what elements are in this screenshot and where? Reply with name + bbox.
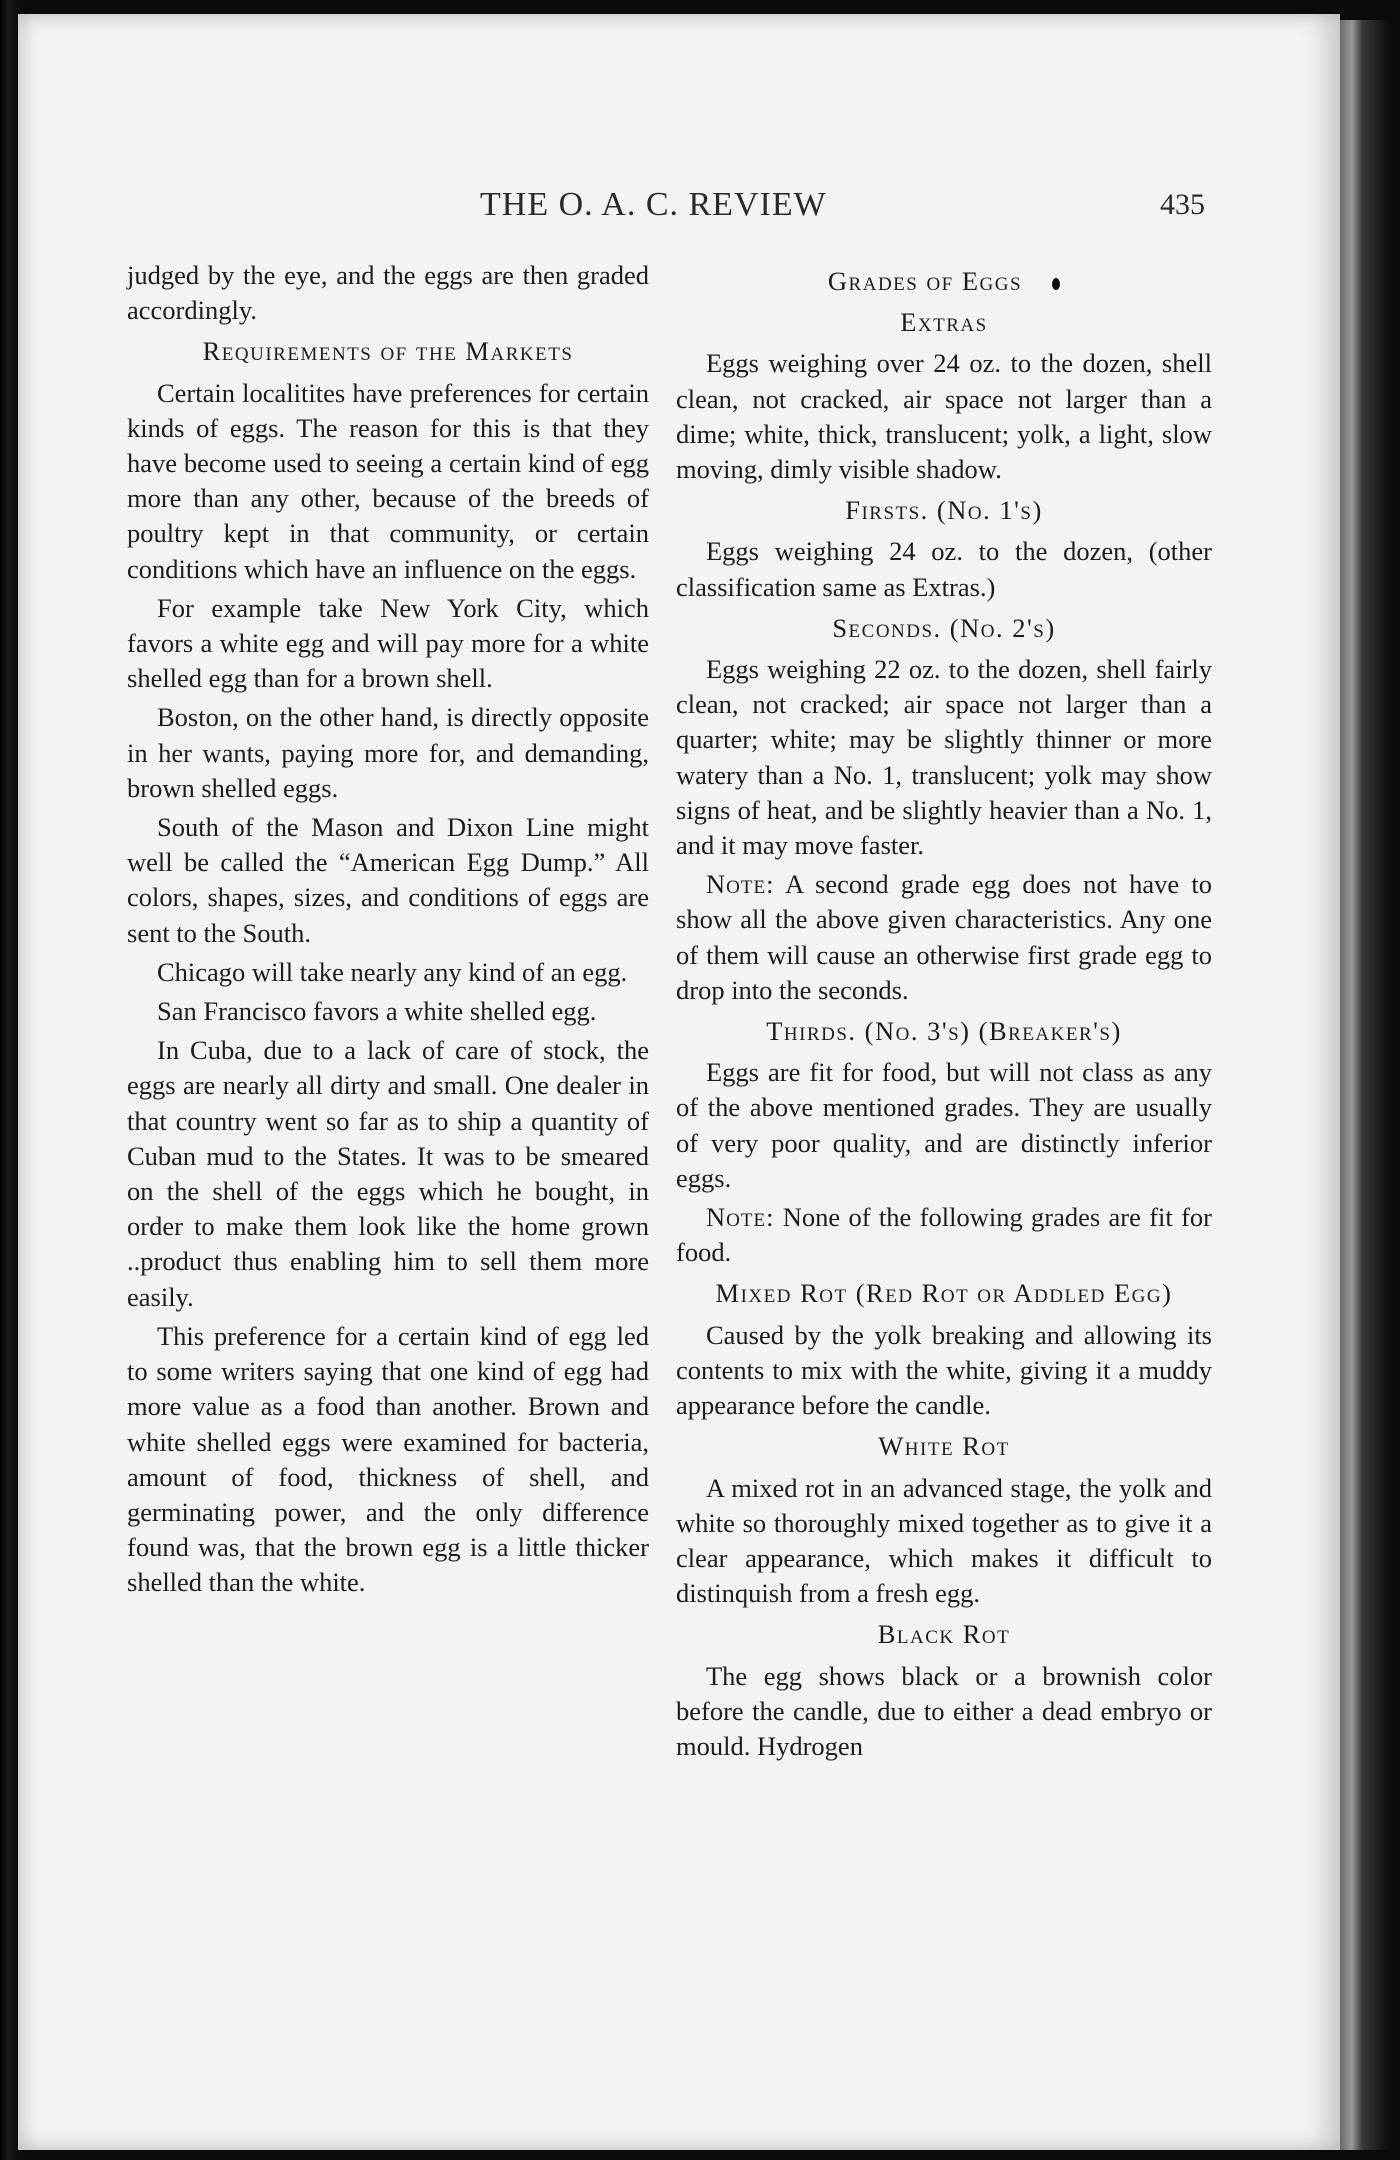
- heading-white-rot: White Rot: [878, 1431, 1010, 1462]
- paragraph-note-not-fit: [676, 1200, 1212, 1270]
- paragraph-preferences: Certain localitites have preferences for certain kinds of eggs. The reason for this is that they have become used to seeing a certain kind of egg more than any other, because of the breeds of poultry kept in that community, or certain conditions which have an influence on the eggs.: [127, 377, 649, 584]
- heading-extras: Extras: [900, 307, 988, 338]
- page-edge-shadow: [1340, 20, 1390, 2150]
- paragraph-preference-value: This preference for a certain kind of egg led to some writers saying that one kind of egg had more value as a food than another. Brown and white shelled eggs were examined for bacteria, amount of food, thickness of shell, and germinating power, and the only difference found was, that the brown egg is a little thicker shelled than the white.: [127, 1320, 649, 1598]
- paragraph-thirds: Eggs are fit for food, but will not class as any of the above mentioned grades. They are usually of very poor quality, and are distinctly inferior eggs.: [676, 1057, 1212, 1193]
- paragraph-seconds: Eggs weighing 22 oz. to the dozen, shell fairly clean, not cracked; air space not larger than a quarter; white; may be slightly thinner or more watery than a No. 1, translucent; yolk may show signs of heat, and be slightly heavier than a No. 1, and it may move faster.: [676, 654, 1212, 861]
- section-heading-grades: [676, 264, 1212, 299]
- page-number: 435: [1160, 188, 1205, 221]
- paragraph-firsts: Eggs weighing 24 oz. to the dozen, (other classification same as Extras.): [676, 536, 1212, 602]
- heading-black-rot: Black Rot: [877, 1619, 1011, 1650]
- paragraph-continuation: judged by the eye, and the eggs are then graded accordingly.: [127, 260, 649, 326]
- paragraph-black-rot: The egg shows black or a brownish color before the candle, due to either a dead embryo or mould. Hydrogen: [676, 1660, 1212, 1761]
- right-column: [676, 258, 1212, 1768]
- left-column: [127, 258, 649, 1605]
- heading-mixed-rot: Mixed Rot (Red Rot or Addled Egg): [715, 1278, 1173, 1309]
- heading-seconds: Seconds. (No. 2's): [832, 612, 1056, 643]
- paragraph-san-francisco: San Francisco favors a white shelled egg.: [157, 996, 597, 1027]
- paragraph-white-rot: A mixed rot in an advanced stage, the yolk and white so thoroughly mixed together as to give it a clear appearance, which makes it difficult to distinquish from a fresh egg.: [676, 1472, 1212, 1609]
- paragraph-new-york: For example take New York City, which favors a white egg and will pay more for a white shelled egg than for a brown shell.: [127, 592, 649, 694]
- note-text: None of the following grades are fit for food.: [676, 1202, 1213, 1268]
- paragraph-mixed-rot: Caused by the yolk breaking and allowing its contents to mix with the white, giving it a muddy appearance before the candle.: [676, 1319, 1212, 1421]
- note-label: Note:: [706, 869, 775, 900]
- paragraph-cuba: In Cuba, due to a lack of care of stock, the eggs are nearly all dirty and small. One dealer in that country went so far as to ship a quantity of Cuban mud to the States. It was to be smeared on the shell of the eggs which he bought, in order to make them look like the home grown ..product thus enabling him to sell them more easily.: [127, 1035, 649, 1312]
- journal-title: THE O. A. C. REVIEW: [480, 186, 827, 223]
- grades-heading-text: Grades of Eggs: [827, 266, 1023, 296]
- ink-spot-icon: [1052, 278, 1060, 290]
- heading-firsts: Firsts. (No. 1's): [845, 495, 1043, 526]
- note-text: A second grade egg does not have to show all the above given characteristics. Any one of them will cause an otherwise first grade egg to drop into the seconds.: [676, 869, 1212, 1005]
- heading-thirds: Thirds. (No. 3's) (Breaker's): [766, 1016, 1122, 1047]
- paragraph-boston: Boston, on the other hand, is directly opposite in her wants, paying more for, and demanding, brown shelled eggs.: [127, 702, 649, 803]
- paragraph-note-second-grade: [676, 867, 1212, 1008]
- section-heading-requirements: Requirements of the Markets: [202, 336, 574, 367]
- note-label: Note:: [706, 1202, 775, 1233]
- paragraph-chicago: Chicago will take nearly any kind of an egg.: [157, 956, 628, 987]
- paragraph-extras: Eggs weighing over 24 oz. to the dozen, shell clean, not cracked, air space not larger than a dime; white, thick, translucent; yolk, a light, slow moving, dimly visible shadow.: [676, 348, 1212, 485]
- running-head: [120, 186, 1210, 226]
- paragraph-south: South of the Mason and Dixon Line might well be called the “American Egg Dump.” All colors, shapes, sizes, and conditions of eggs are sent to the South.: [127, 812, 649, 948]
